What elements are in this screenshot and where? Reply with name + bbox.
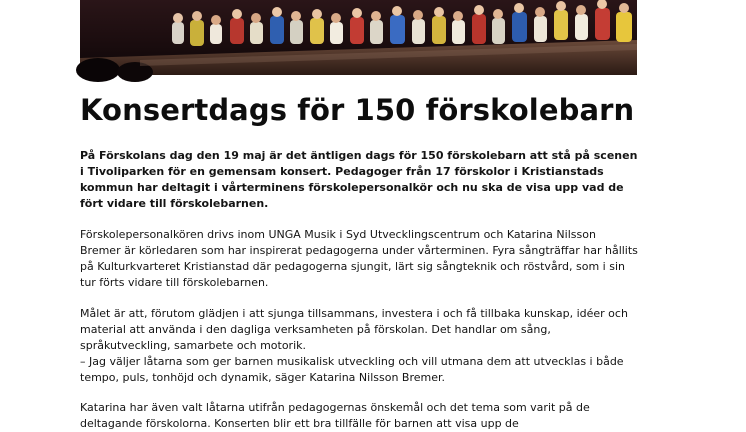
article-paragraph-3: Katarina har även valt låtarna utifrån pedagogernas önskemål och det tema som varit på de deltagande förskolorna. Konserten blir ett bra tillfälle för barnen att visa upp de [80, 401, 590, 430]
concert-photo-image [80, 0, 637, 75]
article [80, 90, 640, 432]
article-paragraph-2: Målet är att, förutom glädjen i att sjunga tillsammans, investera i och få tillbaka kunskap, idéer och material att använda i den dagliga verksamheten på förskolan. Det handlar om sång, språkutveckling, samarbete och motorik. [80, 307, 628, 352]
concert-photo [80, 0, 637, 75]
article-quote: – Jag väljer låtarna som ger barnen musikalisk utveckling och vill utmana dem att utvecklas i både tempo, puls, tonhöjd och dynamik, säger Katarina Nilsson Bremer. [80, 355, 624, 384]
article-lead: På Förskolans dag den 19 maj är det äntligen dags för 150 förskolebarn att stå på scenen i Tivoliparken för en gemensam konsert. Pedagoger från 17 förskolor i Kristianstads kommun har deltagit i vårterminens förskolepersonalkör och nu ska de visa upp vad de fört vidare till förskolebarnen. [80, 149, 638, 210]
article-paragraph-1: Förskolepersonalkören drivs inom UNGA Musik i Syd Utvecklingscentrum och Katarina Nilsson Bremer är körledaren som har inspirerat pedagogerna under vårterminen. Fyra sångträffar har hållits på Kulturkvarteret Kristianstad där pedagogerna sjungit, lärt sig sångteknik och röstvård, som i sin tur förts vidare till förskolebarnen. [80, 228, 638, 289]
article-title: Konsertdags för 150 förskolebarn [80, 93, 635, 127]
